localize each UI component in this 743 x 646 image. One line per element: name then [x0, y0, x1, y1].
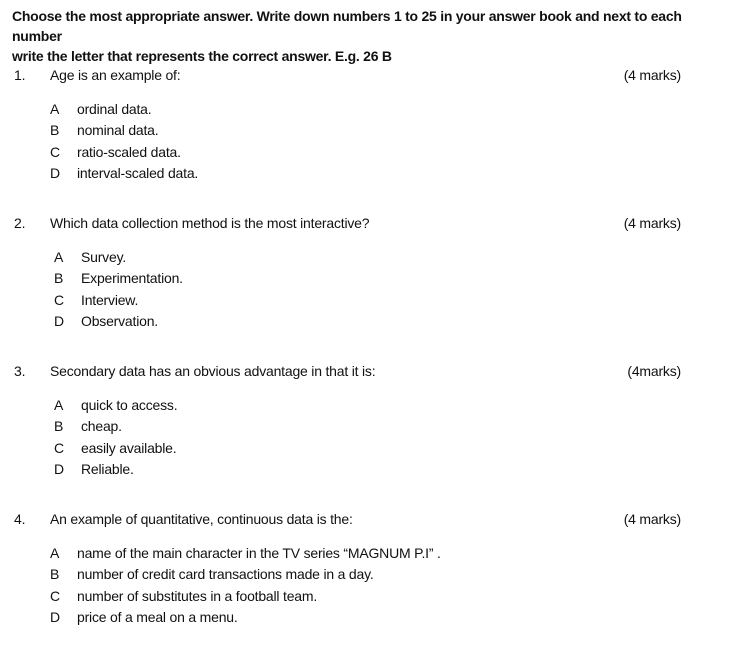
question-4	[0, 509, 743, 625]
option-list	[0, 543, 743, 628]
option-c	[0, 142, 743, 163]
option-list	[0, 247, 743, 332]
option-text: Observation.	[81, 312, 158, 329]
option-letter: A	[54, 249, 64, 265]
option-letter: A	[50, 101, 60, 117]
question-number: 1.	[14, 67, 26, 83]
question-3	[0, 361, 743, 477]
option-text: quick to access.	[81, 397, 178, 413]
instructions	[12, 6, 734, 66]
option-text: Reliable.	[81, 460, 134, 477]
option-a	[0, 99, 743, 120]
option-c	[0, 290, 743, 311]
option-letter: A	[50, 545, 60, 561]
option-letter: D	[54, 460, 64, 477]
question-marks: (4 marks)	[623, 67, 681, 83]
option-text: easily available.	[81, 439, 177, 456]
option-d	[0, 459, 743, 480]
question-header	[0, 509, 743, 529]
question-text: Age is an example of:	[50, 67, 181, 83]
option-a	[0, 543, 743, 564]
option-letter: C	[50, 143, 60, 160]
option-letter: C	[50, 587, 60, 604]
instructions-line-2: write the letter that represents the correct answer. E.g. 26 B	[12, 48, 392, 64]
option-c	[0, 586, 743, 607]
option-letter: B	[50, 566, 60, 583]
option-letter: C	[54, 291, 64, 308]
option-b	[0, 268, 743, 289]
option-letter: D	[50, 164, 60, 181]
option-text: cheap.	[81, 418, 122, 435]
option-b	[0, 120, 743, 141]
option-text: price of a meal on a menu.	[77, 608, 238, 625]
question-number: 2.	[14, 215, 26, 231]
option-d	[0, 163, 743, 184]
question-marks: (4 marks)	[623, 511, 681, 527]
question-number: 4.	[14, 511, 26, 527]
option-list	[0, 395, 743, 480]
option-letter: B	[50, 122, 60, 139]
option-d	[0, 311, 743, 332]
option-d	[0, 607, 743, 628]
option-text: ratio-scaled data.	[77, 143, 181, 160]
option-text: Experimentation.	[81, 270, 183, 287]
question-marks: (4marks)	[627, 363, 681, 379]
question-1	[0, 65, 743, 181]
option-b	[0, 416, 743, 437]
option-text: name of the main character in the TV series “MAGNUM P.I” .	[77, 545, 441, 561]
option-letter: B	[54, 418, 64, 435]
question-number: 3.	[14, 363, 26, 379]
option-text: number of credit card transactions made in a day.	[77, 566, 374, 583]
option-a	[0, 247, 743, 268]
question-header	[0, 213, 743, 233]
option-text: number of substitutes in a football team.	[77, 587, 318, 604]
question-text: Secondary data has an obvious advantage in that it is:	[50, 363, 376, 379]
option-letter: A	[54, 397, 64, 413]
question-text: An example of quantitative, continuous data is the:	[50, 511, 353, 527]
option-letter: C	[54, 439, 64, 456]
option-text: Interview.	[81, 291, 139, 308]
question-text: Which data collection method is the most interactive?	[50, 215, 370, 231]
question-header	[0, 65, 743, 85]
question-2	[0, 213, 743, 329]
question-header	[0, 361, 743, 381]
option-text: nominal data.	[77, 122, 159, 139]
option-a	[0, 395, 743, 416]
option-letter: B	[54, 270, 64, 287]
option-text: interval-scaled data.	[77, 164, 199, 181]
option-letter: D	[50, 608, 60, 625]
option-c	[0, 438, 743, 459]
option-text: ordinal data.	[77, 101, 152, 117]
option-b	[0, 564, 743, 585]
option-list	[0, 99, 743, 184]
question-marks: (4 marks)	[623, 215, 681, 231]
instructions-line-1: Choose the most appropriate answer. Write down numbers 1 to 25 in your answer book and next to each number	[12, 8, 682, 44]
option-text: Survey.	[81, 249, 127, 265]
option-letter: D	[54, 312, 64, 329]
